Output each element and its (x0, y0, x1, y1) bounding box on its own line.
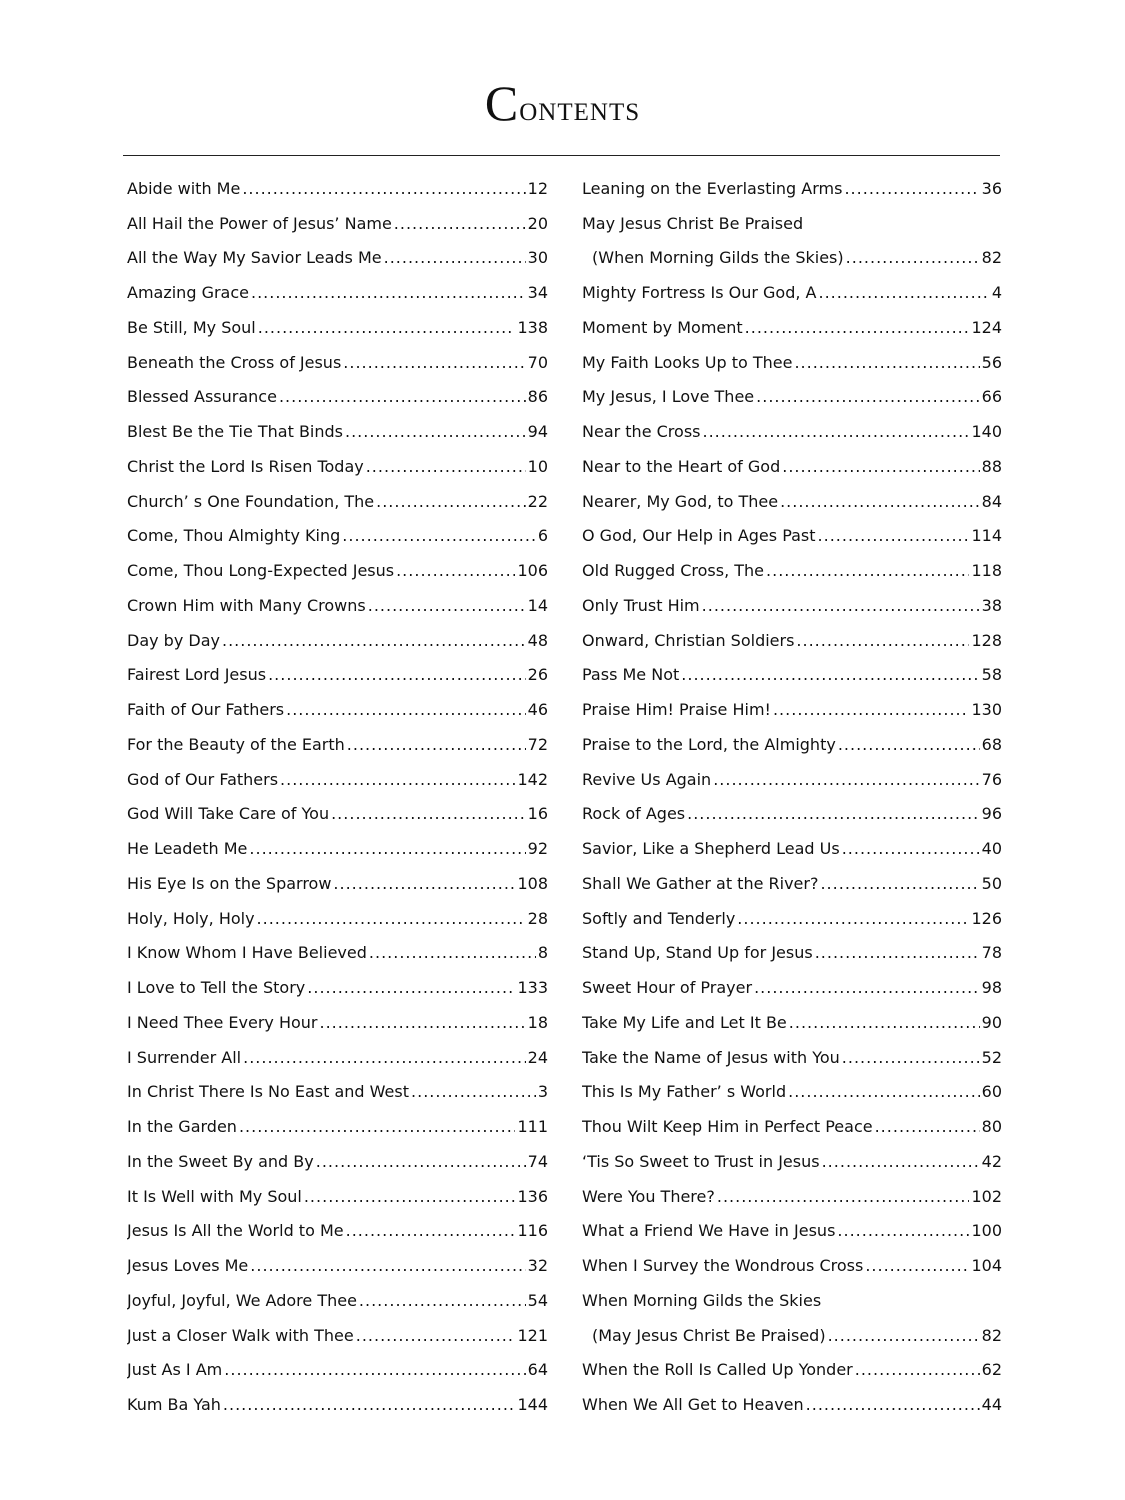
toc-entry-title: All the Way My Savior Leads Me (127, 248, 382, 268)
toc-entry (127, 1353, 548, 1388)
dot-leader (773, 700, 969, 719)
dot-leader (249, 839, 525, 858)
toc-entry-page: 38 (981, 595, 1002, 615)
toc-entry (582, 936, 1002, 971)
dot-leader (346, 1221, 516, 1240)
toc-entry-page: 46 (527, 700, 548, 720)
toc-entry (582, 241, 1002, 276)
toc-entry-page: 40 (981, 839, 1002, 859)
toc-entry-page: 44 (981, 1395, 1002, 1415)
dot-leader (838, 735, 980, 754)
dot-leader (279, 387, 526, 406)
toc-entry (582, 692, 1002, 727)
toc-entry (127, 380, 548, 415)
toc-entry-page: 58 (981, 665, 1002, 685)
toc-entry-title: Come, Thou Almighty King (127, 526, 341, 546)
toc-entry (127, 1387, 548, 1422)
dot-leader (224, 1360, 525, 1379)
dot-leader (376, 492, 526, 511)
toc-entry (127, 1214, 548, 1249)
toc-entry-title: Day by Day (127, 630, 220, 650)
toc-entry-page: 96 (981, 804, 1002, 824)
toc-entry (127, 1318, 548, 1353)
toc-entry-title: Onward, Christian Soldiers (582, 630, 795, 650)
dot-leader (333, 874, 515, 893)
toc-entry-page: 48 (527, 630, 548, 650)
dot-leader (257, 909, 526, 928)
dot-leader (865, 1256, 969, 1275)
dot-leader (239, 1117, 516, 1136)
toc-entry-page: 62 (981, 1360, 1002, 1380)
toc-entry (582, 623, 1002, 658)
toc-entry-page: 4 (991, 283, 1002, 303)
toc-entry-title: Leaning on the Everlasting Arms (582, 178, 843, 198)
dot-leader (396, 561, 515, 580)
toc-entry-page: 50 (981, 873, 1002, 893)
toc-entry-title: My Jesus, I Love Thee (582, 387, 755, 407)
toc-entry-title: I Know Whom I Have Believed (127, 943, 367, 963)
toc-entry-title: When the Roll Is Called Up Yonder (582, 1360, 853, 1380)
toc-entry (582, 171, 1002, 206)
toc-entry-page: 66 (981, 387, 1002, 407)
toc-entry (582, 206, 1002, 241)
toc-entry-page: 142 (517, 769, 548, 789)
toc-entry (582, 831, 1002, 866)
dot-leader (737, 909, 969, 928)
toc-entry (127, 762, 548, 797)
page-title (0, 75, 1125, 131)
toc-entry-title: Just a Closer Walk with Thee (127, 1325, 354, 1345)
toc-entry-page: 90 (981, 1012, 1002, 1032)
dot-leader (844, 179, 979, 198)
dot-leader (359, 1291, 526, 1310)
toc-entry-page: 138 (517, 317, 548, 337)
toc-entry (582, 970, 1002, 1005)
toc-entry-page: 14 (527, 595, 548, 615)
toc-entry-page: 121 (517, 1325, 548, 1345)
toc-entry-title: Holy, Holy, Holy (127, 908, 255, 928)
dot-leader (875, 1117, 980, 1136)
toc-entry-page: 10 (527, 456, 548, 476)
toc-entry-page: 82 (981, 248, 1002, 268)
toc-entry (582, 275, 1002, 310)
toc-entry (582, 727, 1002, 762)
dot-leader (223, 1395, 516, 1414)
toc-entry-page: 136 (517, 1186, 548, 1206)
toc-entry-title: Beneath the Cross of Jesus (127, 352, 342, 372)
title-rest: ontents (519, 88, 641, 128)
toc-entry-page: 86 (527, 387, 548, 407)
toc-entry-title: Softly and Tenderly (582, 908, 736, 928)
toc-entry (582, 797, 1002, 832)
dot-leader (681, 665, 979, 684)
toc-entry-title: Shall We Gather at the River? (582, 873, 819, 893)
dot-leader (818, 283, 989, 302)
toc-entry (127, 171, 548, 206)
toc-entry-title: Christ the Lord Is Risen Today (127, 456, 364, 476)
toc-entry-title: Kum Ba Yah (127, 1395, 221, 1415)
toc-entry-page: 116 (517, 1221, 548, 1241)
dot-leader (394, 214, 526, 233)
dot-leader (286, 700, 526, 719)
toc-entry-title: Mighty Fortress Is Our God, A (582, 283, 817, 303)
dot-leader (806, 1395, 980, 1414)
toc-entry-title: It Is Well with My Soul (127, 1186, 302, 1206)
toc-entry-title: Praise Him! Praise Him! (582, 700, 771, 720)
dot-leader (780, 492, 980, 511)
dot-leader (855, 1360, 980, 1379)
toc-entry-page: 102 (971, 1186, 1002, 1206)
dot-leader (243, 1048, 526, 1067)
toc-entry-page: 100 (971, 1221, 1002, 1241)
dot-leader (687, 804, 980, 823)
toc-entry-page: 18 (527, 1012, 548, 1032)
toc-entry-page: 3 (537, 1082, 548, 1102)
dot-leader (794, 353, 979, 372)
dot-leader (304, 1187, 516, 1206)
toc-entry-title: For the Beauty of the Earth (127, 734, 345, 754)
toc-entry (127, 866, 548, 901)
toc-entry-page: 56 (981, 352, 1002, 372)
dot-leader (702, 422, 969, 441)
toc-entry-page: 114 (971, 526, 1002, 546)
toc-entry-title: His Eye Is on the Sparrow (127, 873, 332, 893)
toc-entry-title: Be Still, My Soul (127, 317, 256, 337)
toc-entry-title: ‘Tis So Sweet to Trust in Jesus (582, 1151, 820, 1171)
toc-entry-title: Stand Up, Stand Up for Jesus (582, 943, 813, 963)
toc-entry-title: Old Rugged Cross, The (582, 561, 765, 581)
dot-leader (347, 735, 526, 754)
toc-entry-title: Come, Thou Long-Expected Jesus (127, 561, 395, 581)
toc-entry (582, 414, 1002, 449)
toc-entry-page: 128 (971, 630, 1002, 650)
toc-entry-page: 24 (527, 1047, 548, 1067)
toc-entry-title: All Hail the Power of Jesus’ Name (127, 213, 392, 233)
toc-entry (127, 310, 548, 345)
dot-leader (356, 1326, 516, 1345)
toc-entry (127, 553, 548, 588)
toc-entry-page: 118 (971, 561, 1002, 581)
toc-entry-page: 54 (527, 1290, 548, 1310)
toc-entry-page: 64 (527, 1360, 548, 1380)
dot-leader (822, 1152, 980, 1171)
dot-leader (717, 1187, 970, 1206)
toc-entry (582, 762, 1002, 797)
toc-entry (582, 658, 1002, 693)
toc-entry-title: Jesus Is All the World to Me (127, 1221, 344, 1241)
toc-entry-title: Nearer, My God, to Thee (582, 491, 779, 511)
dot-leader (796, 631, 969, 650)
toc-entry-page: 106 (517, 561, 548, 581)
toc-entry-title: Fairest Lord Jesus (127, 665, 267, 685)
toc-entry-page: 12 (527, 178, 548, 198)
dot-leader (820, 874, 979, 893)
toc-entry-title: God of Our Fathers (127, 769, 279, 789)
dot-leader (258, 318, 516, 337)
toc-entry-page: 82 (981, 1325, 1002, 1345)
dot-leader (342, 526, 536, 545)
toc-entry (582, 380, 1002, 415)
toc-entry-page: 94 (527, 422, 548, 442)
toc-entry-page: 32 (527, 1256, 548, 1276)
toc-entry (127, 519, 548, 554)
toc-entry (582, 484, 1002, 519)
toc-entry-page: 42 (981, 1151, 1002, 1171)
toc-entry-page: 80 (981, 1117, 1002, 1137)
toc-entry-title: Near the Cross (582, 422, 701, 442)
toc-entry-title: My Faith Looks Up to Thee (582, 352, 793, 372)
toc-entry (582, 1144, 1002, 1179)
toc-entry-page: 108 (517, 873, 548, 893)
toc-entry (127, 484, 548, 519)
dot-leader (345, 422, 526, 441)
toc-entry-page: 6 (537, 526, 548, 546)
toc-entry-page: 22 (527, 491, 548, 511)
toc-entry-page: 30 (527, 248, 548, 268)
toc-entry-title: When Morning Gilds the Skies (582, 1290, 822, 1310)
toc-entry-title: Abide with Me (127, 178, 241, 198)
dot-leader (280, 770, 515, 789)
toc-entry-title: God Will Take Care of You (127, 804, 330, 824)
toc-entry (582, 1353, 1002, 1388)
title-initial: C (484, 75, 520, 131)
toc-entry-page: 60 (981, 1082, 1002, 1102)
toc-entry-title: Faith of Our Fathers (127, 700, 285, 720)
toc-entry (127, 797, 548, 832)
toc-entry (582, 1387, 1002, 1422)
toc-entry (127, 1179, 548, 1214)
toc-entry (582, 901, 1002, 936)
toc-entry-page: 52 (981, 1047, 1002, 1067)
dot-leader (713, 770, 979, 789)
dot-leader (411, 1082, 536, 1101)
toc-entry (127, 936, 548, 971)
dot-leader (745, 318, 970, 337)
toc-entry-title: When I Survey the Wondrous Cross (582, 1256, 864, 1276)
toc-entry-title: What a Friend We Have in Jesus (582, 1221, 836, 1241)
toc-entry (582, 866, 1002, 901)
toc-entry-title: Jesus Loves Me (127, 1256, 249, 1276)
dot-leader (818, 526, 970, 545)
toc-entry (127, 275, 548, 310)
toc-entry (127, 831, 548, 866)
toc-entry (582, 519, 1002, 554)
dot-leader (815, 943, 980, 962)
dot-leader (789, 1013, 980, 1032)
toc-entry-page: 104 (971, 1256, 1002, 1276)
toc-entry-page: 16 (527, 804, 548, 824)
dot-leader (316, 1152, 526, 1171)
toc-entry (127, 970, 548, 1005)
dot-leader (384, 248, 526, 267)
toc-entry (127, 206, 548, 241)
dot-leader (222, 631, 526, 650)
dot-leader (837, 1221, 969, 1240)
toc-entry (127, 1109, 548, 1144)
toc-entry (582, 449, 1002, 484)
dot-leader (702, 596, 980, 615)
toc-entry-title: I Love to Tell the Story (127, 978, 306, 998)
toc-entry (582, 588, 1002, 623)
toc-entry-title: Near to the Heart of God (582, 456, 781, 476)
toc-entry-page: 92 (527, 839, 548, 859)
toc-entry (127, 1248, 548, 1283)
toc-entry-title: In the Sweet By and By (127, 1151, 314, 1171)
toc-entry (127, 1040, 548, 1075)
toc-entry-title: Savior, Like a Shepherd Lead Us (582, 839, 840, 859)
dot-leader (369, 943, 536, 962)
toc-entry-page: 111 (517, 1117, 548, 1137)
toc-entry (127, 588, 548, 623)
toc-entry-page: 76 (981, 769, 1002, 789)
toc-entry-page: 70 (527, 352, 548, 372)
toc-entry-page: 124 (971, 317, 1002, 337)
dot-leader (842, 839, 980, 858)
toc-entry-page: 74 (527, 1151, 548, 1171)
toc-entry-title: Pass Me Not (582, 665, 680, 685)
dot-leader (788, 1082, 980, 1101)
dot-leader (242, 179, 525, 198)
toc-entry-page: 8 (537, 943, 548, 963)
toc-entry-title: Rock of Ages (582, 804, 686, 824)
dot-leader (754, 978, 980, 997)
toc-entry-title: Amazing Grace (127, 283, 249, 303)
toc-entry (582, 345, 1002, 380)
toc-entry-title: This Is My Father’ s World (582, 1082, 787, 1102)
toc-entry-page: 36 (981, 178, 1002, 198)
dot-leader (250, 1256, 525, 1275)
dot-leader (366, 457, 526, 476)
toc-entry-title: Revive Us Again (582, 769, 712, 789)
toc-entry-title: Sweet Hour of Prayer (582, 978, 753, 998)
toc-entry (582, 1248, 1002, 1283)
toc-entry-page: 34 (527, 283, 548, 303)
dot-leader (268, 665, 526, 684)
toc-entry (582, 1040, 1002, 1075)
toc-entry-title: Crown Him with Many Crowns (127, 595, 366, 615)
toc-entry (127, 901, 548, 936)
toc-entry-title: Church’ s One Foundation, The (127, 491, 375, 511)
toc-entry-title: O God, Our Help in Ages Past (582, 526, 816, 546)
toc-entry-page: 140 (971, 422, 1002, 442)
dot-leader (828, 1326, 980, 1345)
toc-entry-title: Take the Name of Jesus with You (582, 1047, 840, 1067)
toc-entry (127, 1005, 548, 1040)
toc-entry-title: He Leadeth Me (127, 839, 248, 859)
dot-leader (343, 353, 525, 372)
toc-entry-title: In the Garden (127, 1117, 237, 1137)
toc-entry-title: Blest Be the Tie That Binds (127, 422, 343, 442)
toc-entry-title: Praise to the Lord, the Almighty (582, 734, 836, 754)
toc-entry-title: (May Jesus Christ Be Praised) (592, 1325, 826, 1345)
toc-entry (127, 727, 548, 762)
dot-leader (766, 561, 969, 580)
toc-entry-page: 84 (981, 491, 1002, 511)
toc-entry-page: 133 (517, 978, 548, 998)
dot-leader (756, 387, 980, 406)
toc-entry-title: Were You There? (582, 1186, 715, 1206)
toc-entry-title: When We All Get to Heaven (582, 1395, 804, 1415)
toc-entry-page: 78 (981, 943, 1002, 963)
toc-entry-page: 72 (527, 734, 548, 754)
toc-entry (127, 449, 548, 484)
toc-entry (127, 241, 548, 276)
toc-entry (582, 1318, 1002, 1353)
dot-leader (319, 1013, 525, 1032)
toc-entry-title: May Jesus Christ Be Praised (582, 213, 804, 233)
dot-leader (368, 596, 526, 615)
toc-entry-title: Blessed Assurance (127, 387, 277, 407)
toc-entry-page: 130 (971, 700, 1002, 720)
toc-entry (582, 553, 1002, 588)
dot-leader (331, 804, 526, 823)
toc-entry (127, 692, 548, 727)
dot-leader (251, 283, 526, 302)
toc-entry-page: 20 (527, 213, 548, 233)
toc-entry (127, 1283, 548, 1318)
toc-entry-page: 126 (971, 908, 1002, 928)
toc-entry (127, 623, 548, 658)
toc-entry (582, 1283, 1002, 1318)
dot-leader (307, 978, 515, 997)
toc-entry (127, 414, 548, 449)
contents-column-left (127, 171, 548, 1422)
toc-entry-page: 88 (981, 456, 1002, 476)
dot-leader (782, 457, 979, 476)
toc-entry-title: In Christ There Is No East and West (127, 1082, 410, 1102)
toc-entry-page: 26 (527, 665, 548, 685)
toc-entry-title: Joyful, Joyful, We Adore Thee (127, 1290, 357, 1310)
toc-entry (582, 1214, 1002, 1249)
toc-entry-page: 68 (981, 734, 1002, 754)
toc-entry (582, 310, 1002, 345)
toc-entry-title: Thou Wilt Keep Him in Perfect Peace (582, 1117, 873, 1137)
dot-leader (846, 248, 980, 267)
toc-entry-title: Take My Life and Let It Be (582, 1012, 787, 1032)
toc-entry-title: I Surrender All (127, 1047, 242, 1067)
toc-entry (127, 1144, 548, 1179)
toc-entry (582, 1179, 1002, 1214)
toc-entry (127, 345, 548, 380)
contents-column-right (582, 171, 1002, 1422)
dot-leader (842, 1048, 980, 1067)
title-rule (123, 155, 1000, 156)
toc-entry-title: I Need Thee Every Hour (127, 1012, 318, 1032)
toc-entry (127, 658, 548, 693)
toc-entry-page: 28 (527, 908, 548, 928)
toc-entry (582, 1005, 1002, 1040)
toc-entry-page: 144 (517, 1395, 548, 1415)
toc-entry-title: Just As I Am (127, 1360, 223, 1380)
toc-entry (127, 1075, 548, 1110)
toc-entry-title: Only Trust Him (582, 595, 700, 615)
toc-entry (582, 1075, 1002, 1110)
toc-entry-title: (When Morning Gilds the Skies) (592, 248, 844, 268)
toc-entry-title: Moment by Moment (582, 317, 743, 337)
toc-entry-page: 98 (981, 978, 1002, 998)
toc-entry (582, 1109, 1002, 1144)
